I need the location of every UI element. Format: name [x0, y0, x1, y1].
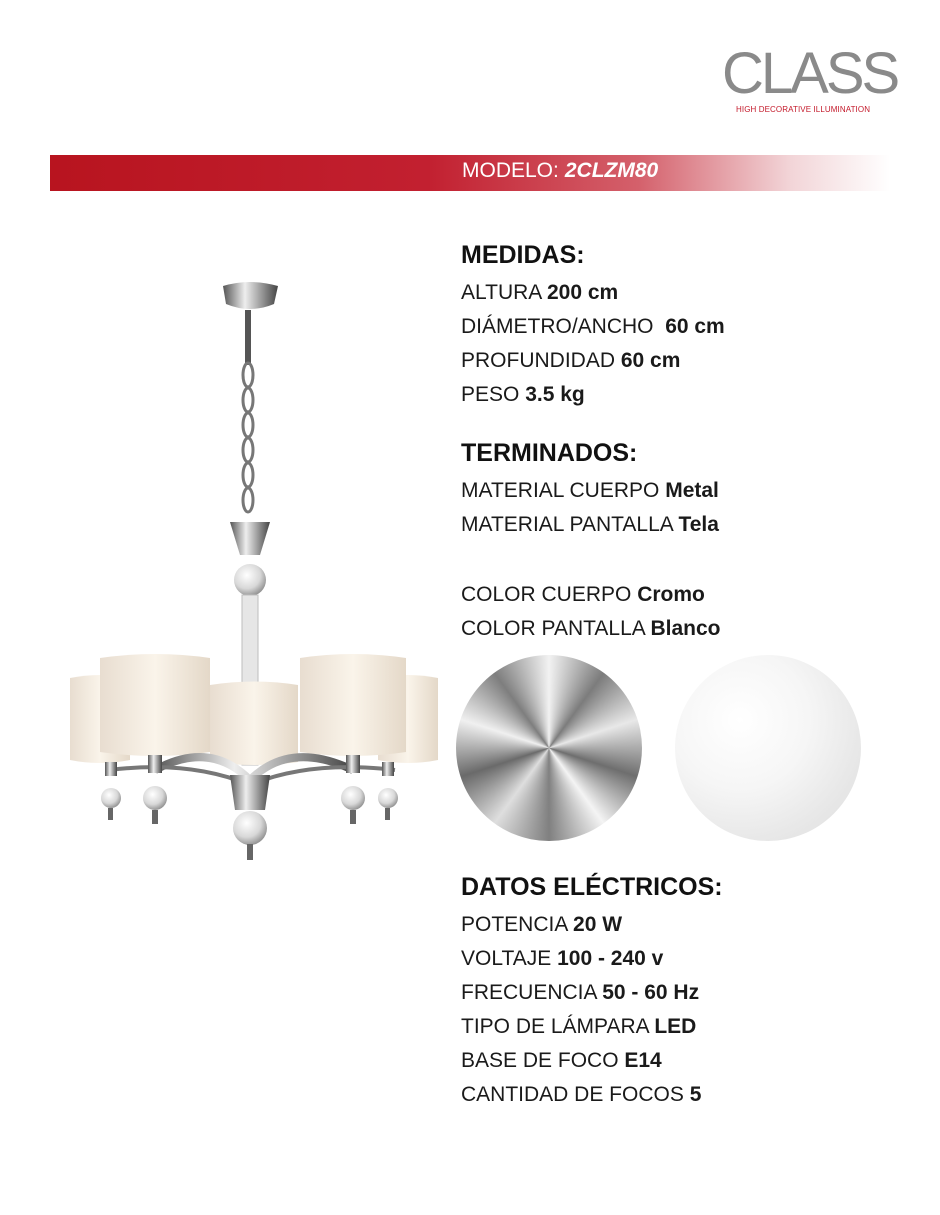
spec-row: VOLTAJE 100 - 240 v	[461, 947, 664, 970]
logo-wordmark: CLASS	[722, 41, 898, 106]
spec-row: PESO 3.5 kg	[461, 383, 585, 406]
medidas-section	[461, 240, 725, 412]
terminados-section	[461, 438, 720, 646]
model-banner-text	[462, 159, 658, 183]
spec-row: DIÁMETRO/ANCHO 60 cm	[461, 315, 725, 338]
electricos-section	[461, 872, 723, 1112]
model-banner	[50, 155, 890, 191]
spec-row: POTENCIA 20 W	[461, 913, 623, 936]
chrome-swatch	[456, 655, 642, 841]
model-label: MODELO:	[462, 159, 559, 182]
model-code: 2CLZM80	[564, 159, 659, 182]
medidas-heading: MEDIDAS:	[461, 241, 585, 269]
spec-row: PROFUNDIDAD 60 cm	[461, 349, 681, 372]
spec-row: BASE DE FOCO E14	[461, 1049, 662, 1072]
spec-row: CANTIDAD DE FOCOS 5	[461, 1083, 702, 1106]
white-fabric-swatch	[675, 655, 861, 841]
terminados-heading: TERMINADOS:	[461, 439, 638, 467]
electricos-heading: DATOS ELÉCTRICOS:	[461, 873, 723, 901]
spec-row: ALTURA 200 cm	[461, 281, 619, 304]
brand-logo	[722, 41, 898, 122]
spec-row: COLOR PANTALLA Blanco	[461, 617, 721, 640]
logo-tagline: HIGH DECORATIVE ILLUMINATION	[736, 105, 871, 114]
spec-row: TIPO DE LÁMPARA LED	[461, 1015, 697, 1038]
spec-row: COLOR CUERPO Cromo	[461, 583, 705, 606]
spec-row: MATERIAL CUERPO Metal	[461, 479, 719, 502]
chandelier-image	[60, 270, 450, 870]
spec-row: MATERIAL PANTALLA Tela	[461, 513, 719, 536]
spec-row: FRECUENCIA 50 - 60 Hz	[461, 981, 700, 1004]
